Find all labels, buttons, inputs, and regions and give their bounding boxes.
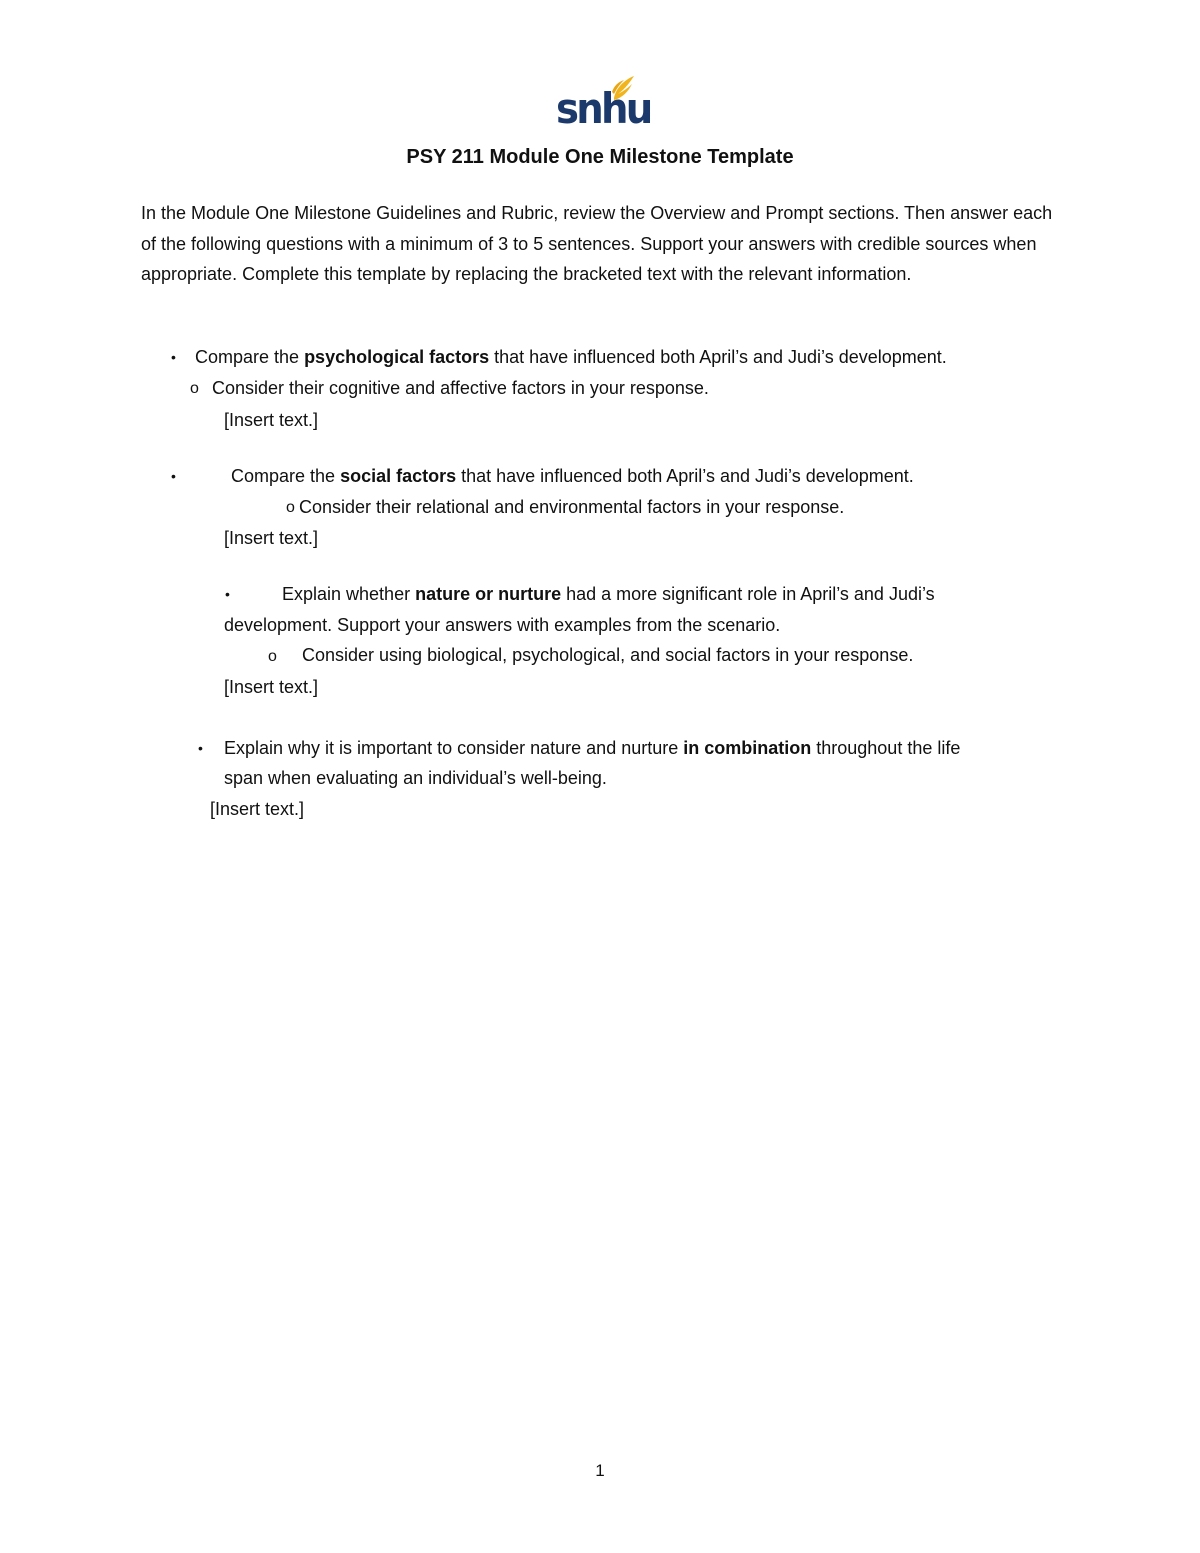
question-1 bbox=[195, 345, 947, 369]
question-4-pre: Explain why it is important to consider nature and nurture bbox=[224, 738, 684, 758]
page-number: 1 bbox=[595, 1461, 605, 1480]
question-4-answer-placeholder[interactable]: [Insert text.] bbox=[210, 799, 305, 819]
sub-bullet-marker: o bbox=[286, 499, 295, 516]
bullet-marker: • bbox=[171, 349, 176, 365]
question-2-bold: social factors bbox=[340, 466, 457, 486]
question-2-subpoint: Consider their relational and environmental factors in your response. bbox=[299, 497, 845, 517]
bullet-marker: • bbox=[225, 586, 230, 602]
question-4 bbox=[224, 736, 960, 760]
question-2-post: that have influenced both April’s and Judi’s development. bbox=[456, 466, 914, 486]
question-3-bold: nature or nurture bbox=[415, 584, 562, 604]
question-4-line-2: span when evaluating an individual’s well-being. bbox=[224, 768, 607, 788]
question-3-line-2: development. Support your answers with examples from the scenario. bbox=[224, 615, 781, 635]
question-2 bbox=[231, 464, 914, 488]
question-3-post: had a more significant role in April’s and Judi’s bbox=[561, 584, 935, 604]
question-1-pre: Compare the bbox=[195, 347, 305, 367]
question-1-subpoint: Consider their cognitive and affective factors in your response. bbox=[212, 378, 709, 398]
logo-wordmark: snhu bbox=[556, 84, 651, 133]
question-1-post: that have influenced both April’s and Judi’s development. bbox=[489, 347, 947, 367]
question-1-answer-placeholder[interactable]: [Insert text.] bbox=[224, 410, 319, 430]
intro-paragraph: In the Module One Milestone Guidelines and Rubric, review the Overview and Prompt sections. Then answer each of the following questions with a minimum of 3 to 5 sentences. Support your answers with credible sources when appropriate. Complete this template by replacing the bracketed text with the relevant information. bbox=[141, 203, 1053, 284]
bullet-marker: • bbox=[171, 468, 176, 484]
question-4-post: throughout the life bbox=[811, 738, 961, 758]
question-3 bbox=[282, 582, 935, 606]
question-3-subpoint: Consider using biological, psychological, and social factors in your response. bbox=[302, 645, 914, 665]
snhu-logo bbox=[556, 72, 651, 134]
bullet-marker: • bbox=[198, 740, 203, 756]
sub-bullet-marker: o bbox=[268, 648, 277, 665]
document-title: PSY 211 Module One Milestone Template bbox=[406, 146, 794, 168]
question-3-answer-placeholder[interactable]: [Insert text.] bbox=[224, 677, 319, 697]
question-3-pre: Explain whether bbox=[282, 584, 416, 604]
question-2-pre: Compare the bbox=[231, 466, 341, 486]
question-4-bold: in combination bbox=[683, 738, 812, 758]
question-1-bold: psychological factors bbox=[304, 347, 490, 367]
question-2-answer-placeholder[interactable]: [Insert text.] bbox=[224, 528, 319, 548]
sub-bullet-marker: o bbox=[190, 380, 199, 397]
